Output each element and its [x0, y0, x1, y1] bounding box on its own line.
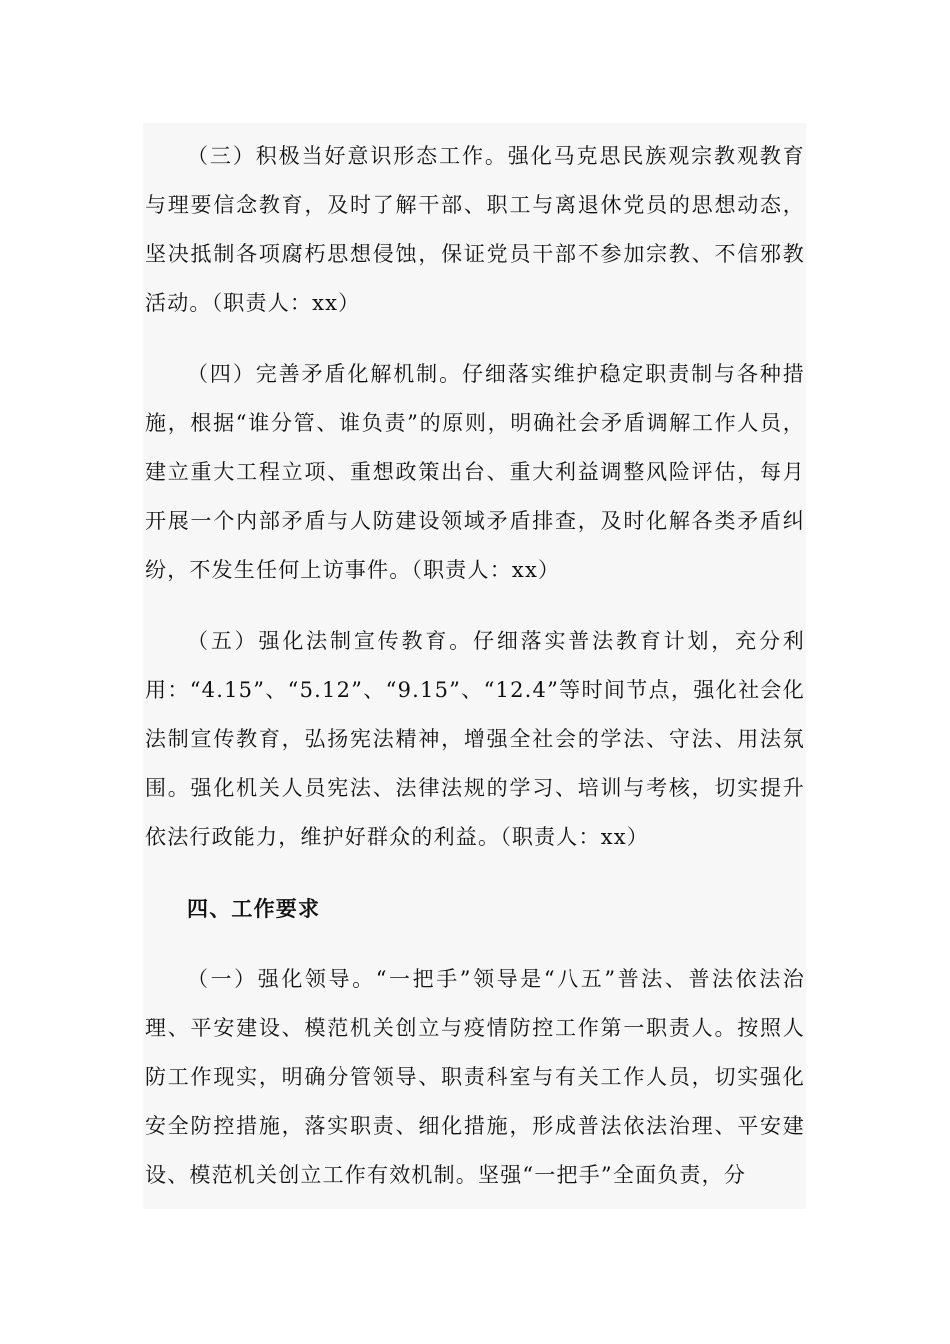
paragraph-ideology-work: （三）积极当好意识形态工作。强化马克思民族观宗教观教育与理要信念教育，及时了解干部、职工与离退休党员的思想动态，坚决抵制各项腐朽思想侵蚀，保证党员干部不参加宗教、不信邪教活动。（职责人：xx）	[145, 144, 805, 315]
paragraph-conflict-resolution: （四）完善矛盾化解机制。仔细落实维护稳定职责制与各种措施，根据“谁分管、谁负责”的原则，明确社会矛盾调解工作人员，建立重大工程立项、重想政策出台、重大利益调整风险评估，每月开展一个内部矛盾与人防建设领域矛盾排查，及时化解各类矛盾纠纷，不发生任何上访事件。（职责人：xx）	[145, 362, 805, 582]
paragraph-gap	[145, 595, 805, 617]
paragraph-gap	[145, 862, 805, 884]
paragraph-gap	[145, 328, 805, 350]
section-heading-work-requirements: 四、工作要求	[187, 896, 321, 921]
document-body	[145, 132, 805, 1200]
paragraph-gap	[145, 933, 805, 955]
paragraph-legal-education: （五）强化法制宣传教育。仔细落实普法教育计划，充分利用：“4.15”、“5.12”、“9.15”、“12.4”等时间节点，强化社会化法制宣传教育，弘扬宪法精神，增强全社会的学法、守法、用法氛围。强化机关人员宪法、法律法规的学习、培训与考核，切实提升依法行政能力，维护好群众的利益。（职责人：xx）	[145, 629, 805, 849]
paragraph-strengthen-leadership: （一）强化领导。“一把手”领导是“八五”普法、普法依法治理、平安建设、模范机关创立与疫情防控工作第一职责人。按照人防工作现实，明确分管领导、职责科室与有关工作人员，切实强化安全防控措施，落实职责、细化措施，形成普法依法治理、平安建设、模范机关创立工作有效机制。坚强“一把手”全面负责，分	[145, 967, 805, 1187]
